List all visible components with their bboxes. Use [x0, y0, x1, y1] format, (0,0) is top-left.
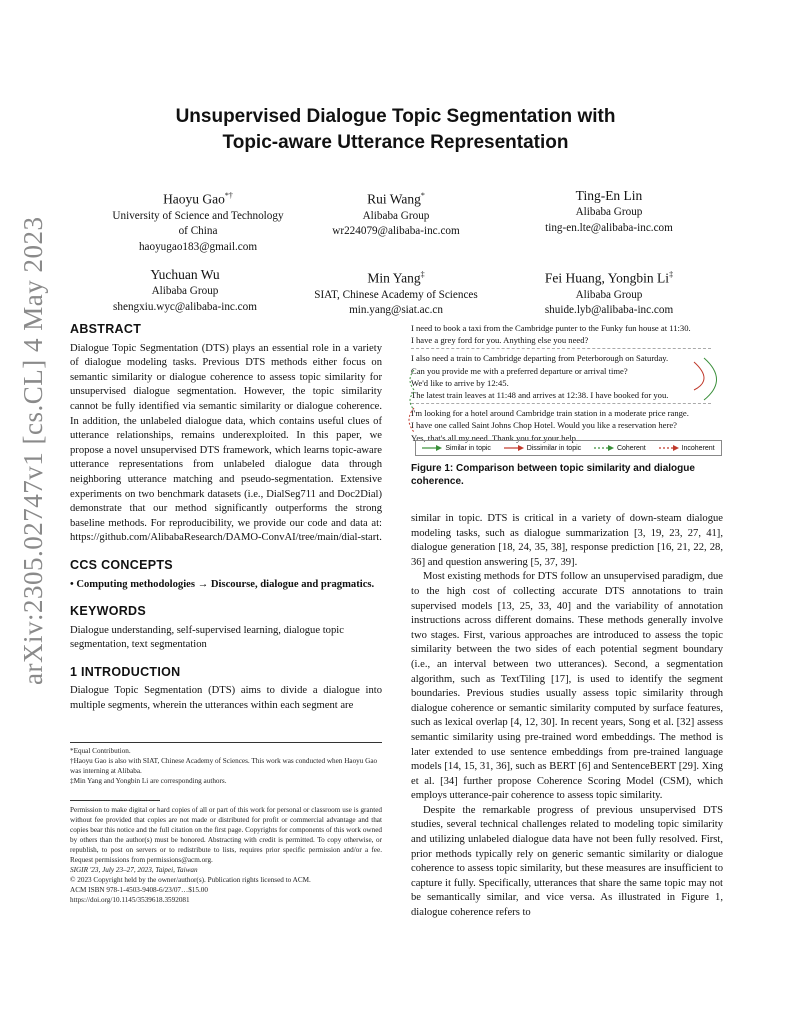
left-column — [70, 322, 382, 714]
arxiv-id: arXiv:2305.02747v1 [cs.CL] 4 May 2023 — [18, 216, 48, 685]
similar-arrow — [704, 358, 717, 400]
introduction-text: Dialogue Topic Segmentation (DTS) aims to divide a dialogue into multiple segments, wherein the utterances within each segment are — [70, 685, 382, 712]
figure-caption: Figure 1: Comparison between topic similarity and dialogue coherence. — [411, 463, 695, 487]
isbn: ACM ISBN 978-1-4503-9408-6/23/07…$15.00 — [70, 886, 208, 894]
author-email: haoyugao183@gmail.com — [138, 240, 258, 253]
coherent-arrow — [410, 370, 414, 390]
author-block — [494, 265, 724, 319]
author-email: shengxiu.wyc@alibaba-inc.com — [113, 300, 257, 313]
coherent-arrow — [410, 392, 414, 410]
keywords-text: Dialogue understanding, self-supervised learning, dialogue topic segmentation, text segmentation — [70, 624, 344, 651]
author-block — [494, 186, 724, 236]
paragraph: similar in topic. DTS is critical in a variety of down-steam dialogue modeling tasks, such as dialogue summarization [3, 19, 23, 27, 41], dialogue generation [18, 24, 35, 38], response prediction [16, 21, 22, 28, 36] and question answering [5, 37, 39]. — [411, 513, 723, 568]
author-affiliation: Alibaba Group — [362, 209, 430, 222]
author-block — [83, 186, 313, 255]
author-block — [281, 186, 511, 240]
incoherent-arrow — [409, 408, 414, 432]
legend-item: Incoherent — [659, 445, 715, 452]
dialogue-line: I also need a train to Cambridge departing from Peterborough on Saturday. — [411, 353, 669, 364]
ccs-text: • Computing methodologies → Discourse, dialogue and pragmatics. — [70, 578, 375, 590]
introduction-heading: 1 INTRODUCTION — [70, 664, 181, 679]
copyright: © 2023 Copyright held by the owner/author(s). Publication rights licensed to ACM. — [70, 876, 311, 884]
dialogue-line: The latest train leaves at 11:48 and arrives at 12:38. I have booked for you. — [411, 390, 669, 401]
author-affiliation: SIAT, Chinese Academy of Sciences — [314, 288, 478, 301]
dialogue-line: I'm looking for a hotel around Cambridge train station in a moderate price range. — [411, 408, 689, 419]
author-email: shuide.lyb@alibaba-inc.com — [544, 304, 674, 316]
author-name: Rui Wang* — [367, 191, 425, 207]
permission-block — [70, 800, 382, 905]
abstract-heading: ABSTRACT — [70, 322, 142, 336]
dialogue-line: Can you provide me with a preferred departure or arrival time? — [411, 365, 628, 376]
paragraph: Despite the remarkable progress of previous unsupervised DTS studies, several technical challenges related to modeling topic similarity and utilizing unlabeled dialogue data have not been fully resolved. First, prior methods typically rely on generic semantic similarity or dialogue coherence to assess topic similarity, but these measures are insufficient to capture it fully. Specifically, utterances that share the same topic may not be semantically similar, and vice versa. As illustrated in Figure 1, dialogue coherence refers to — [411, 804, 723, 919]
venue: SIGIR '23, July 23–27, 2023, Taipei, Taiwan — [70, 866, 198, 874]
author-affiliation: Alibaba Group — [151, 285, 219, 297]
title-line-2: Topic-aware Utterance Representation — [222, 132, 569, 153]
permission-text: Permission to make digital or hard copies of all or part of this work for personal or classroom use is granted without fee provided that copies are not made or distributed for profit or commercial advantage and that copies bear this notice and the full citation on the first page. Copyrights for components of this work owned by others than the author(s) must be honored. Abstracting with credit is permitted. To copy otherwise, or republish, to post on servers or to redistribute to lists, requires prior specific permission and/or a fee. Request permissions from permissions@acm.org. — [70, 806, 382, 864]
abstract-text: Dialogue Topic Segmentation (DTS) plays an essential role in a variety of dialogue modeling tasks. Previous DTS methods either focus on semantic similarity or dialogue coherence to assess topic similarity for unsupervised dialogue segmentation. However, the topic similarity cannot be fully identified via semantic similarity or dialogue coherence. In addition, the unlabeled dialogue data, which contains useful clues of utterance relationships, remains underexploited. In this paper, we propose a novel unsupervised DTS framework, which learns topic-aware utterance representations from unlabeled dialogue data through neighboring utterance matching and pseudo-segmentation. Extensive experiments on two benchmark datasets (i.e., DialSeg711 and Doc2Dial) demonstrate that our method significantly outperforms the strong baseline methods. For reproducibility, we provide our code and data at: https://github.com/AlibabaResearch/DAMO-ConvAI/tree/main/dial-start. — [70, 342, 382, 544]
author-name: Haoyu Gao*† — [163, 191, 233, 207]
author-email: ting-en.lte@alibaba-inc.com — [545, 221, 673, 234]
title-line-1: Unsupervised Dialogue Topic Segmentation with — [175, 106, 616, 127]
footnote-3: ‡Min Yang and Yongbin Li are corresponding authors. — [70, 777, 227, 785]
paragraph: Most existing methods for DTS follow an unsupervised paradigm, due to the high cost of collecting accurate DTS annotations to train supervised models [13, 25, 33, 40] and the variability of annotation instructions across different domains. These methods generally involve two stages. First, various approaches are introduced to assess the topic similarity between the two sides of each potential segment boundary (i.e., an interval between two utterances). Second, a segmentation algorithm, such as TextTiling [17], is used to identify the segment boundaries. Previous studies usually assess topic similarity through dialogue coherence or semantic similarity computed by surface features, such as lexical overlap [4, 12, 30]. In recent years, Song et al. [32] assess semantic similarity using pre-trained word embeddings. The method is later extended to use sentence embeddings from pre-trained language models [14, 15, 31, 36], such as BERT [6] and SentenceBERT [29]. Xing et al. [34] further propose Coherence Scoring Model (CSM), which employs utterance-pair coherence to assess topic similarity. — [411, 571, 723, 802]
dialogue-line: I have a grey ford for you. Anything else you need? — [411, 335, 589, 346]
figure-legend — [415, 440, 722, 456]
author-affiliation-2: of China — [178, 225, 218, 237]
dialogue-line: I have one called Saint Johns Chop Hotel. Would you like a reservation here? — [411, 420, 677, 431]
author-name: Fei Huang, Yongbin Li‡ — [544, 270, 674, 286]
author-affiliation: University of Science and Technology — [112, 209, 284, 222]
author-block — [281, 265, 511, 319]
dialogue-line: I need to book a taxi from the Cambridge punter to the Funky fun house at 11:30. — [411, 323, 691, 333]
author-email: wr224079@alibaba-inc.com — [332, 225, 460, 237]
footnotes — [70, 742, 382, 786]
footnote-2: †Haoyu Gao is also with SIAT, Chinese Academy of Sciences. This work was conducted when Haoyu Gao was interning at Alibaba. — [70, 757, 378, 775]
footnote-1: *Equal Contribution. — [70, 747, 131, 755]
legend-item: Coherent — [594, 445, 646, 452]
author-email: min.yang@siat.ac.cn — [349, 304, 443, 316]
author-name: Min Yang‡ — [367, 270, 425, 286]
paper-title — [0, 104, 791, 156]
arxiv-stamp — [18, 216, 58, 685]
doi-link[interactable]: https://doi.org/10.1145/3539618.3592081 — [70, 896, 190, 904]
author-name: Ting-En Lin — [575, 188, 643, 203]
legend-item: Dissimilar in topic — [504, 445, 581, 452]
author-affiliation: Alibaba Group — [575, 288, 643, 301]
figure-arrows — [404, 340, 734, 440]
author-block — [70, 265, 300, 315]
dissimilar-arrow — [694, 362, 704, 390]
right-column — [411, 512, 723, 921]
author-affiliation: Alibaba Group — [575, 206, 643, 218]
dialogue-line: We'd like to arrive by 12:45. — [411, 377, 509, 388]
keywords-heading: KEYWORDS — [70, 604, 147, 619]
ccs-heading: CCS CONCEPTS — [70, 557, 173, 572]
dialogue-line: Yes, that's all my need. Thank you for your help. — [411, 432, 579, 443]
author-name: Yuchuan Wu — [150, 267, 220, 282]
legend-item: Similar in topic — [422, 445, 491, 452]
